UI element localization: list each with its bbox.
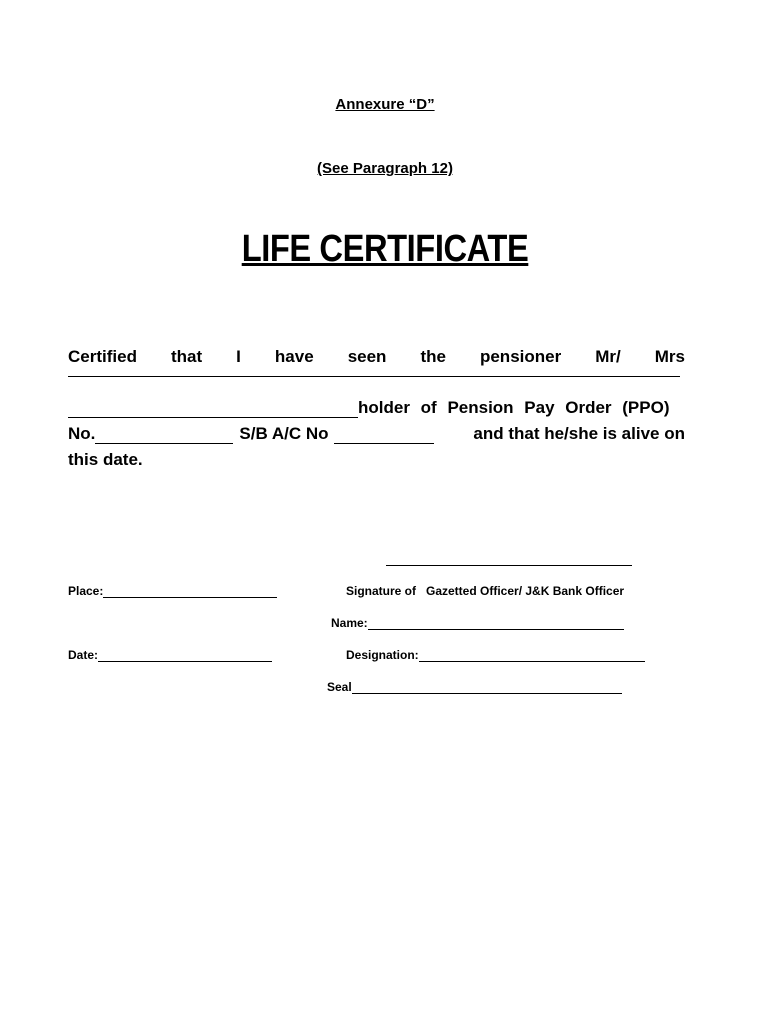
word-mrs: Mrs <box>654 347 685 366</box>
word-the: the <box>420 347 446 366</box>
certification-line-5: this date. <box>68 450 143 469</box>
ppo-number-blank[interactable] <box>95 429 233 444</box>
word-certified: Certified <box>68 347 137 366</box>
place-label: Place: <box>68 584 104 598</box>
designation-field <box>346 648 645 662</box>
holder-text: holder of Pension Pay Order (PPO) <box>358 398 670 417</box>
pensioner-name-blank[interactable] <box>68 376 680 377</box>
word-pensioner: pensioner <box>479 347 562 366</box>
date-label: Date: <box>68 648 99 662</box>
paragraph-reference: (See Paragraph 12) <box>317 160 453 177</box>
annexure-heading: Annexure “D” <box>335 96 435 113</box>
page-title: LIFE CERTIFICATE <box>241 228 529 270</box>
date-field <box>68 648 272 662</box>
pensioner-name-blank-2[interactable] <box>68 403 358 418</box>
certification-line-3 <box>68 398 685 418</box>
seal-blank[interactable] <box>352 683 622 694</box>
place-field <box>68 584 277 598</box>
word-that: that <box>170 347 203 366</box>
place-blank[interactable] <box>103 587 277 598</box>
alive-text: and that he/she is alive on <box>473 424 685 443</box>
name-label: Name: <box>331 616 368 630</box>
name-field <box>331 616 624 630</box>
seal-field <box>327 680 622 694</box>
ppo-number-label: No. <box>68 424 96 443</box>
word-seen: seen <box>347 347 387 366</box>
date-blank[interactable] <box>98 651 272 662</box>
certification-line-1 <box>68 347 685 367</box>
word-have: have <box>274 347 314 366</box>
signature-label: Signature of Gazetted Officer/ J&K Bank Officer <box>346 584 625 598</box>
certification-line-4 <box>68 424 685 444</box>
name-blank[interactable] <box>368 619 624 630</box>
sb-account-label: S/B A/C No <box>239 424 329 443</box>
seal-label: Seal <box>327 680 352 694</box>
designation-blank[interactable] <box>419 651 645 662</box>
word-i: I <box>236 347 241 366</box>
designation-label: Designation: <box>346 648 419 662</box>
signature-line[interactable] <box>386 565 632 566</box>
sb-account-blank[interactable] <box>334 429 434 444</box>
word-mr: Mr/ <box>595 347 621 366</box>
